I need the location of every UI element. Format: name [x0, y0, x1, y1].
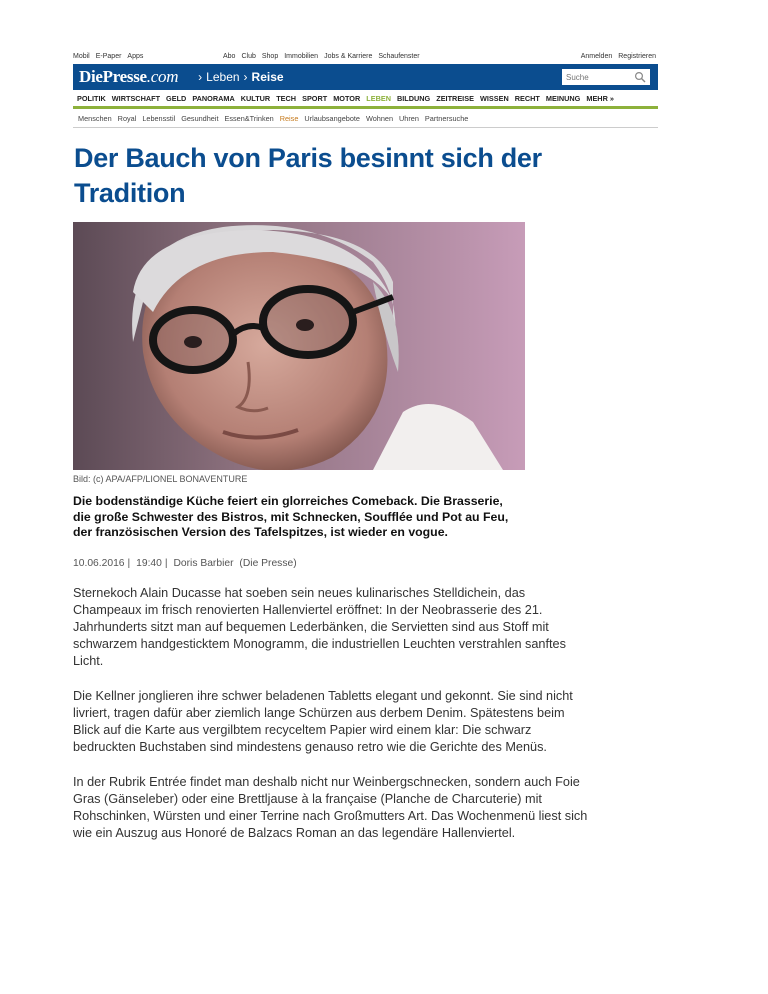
masthead	[73, 64, 658, 90]
sub-navigation	[73, 109, 658, 128]
nav-wirtschaft[interactable]: WIRTSCHAFT	[111, 93, 161, 103]
epaper-link[interactable]: E-Paper	[95, 52, 122, 60]
breadcrumb-reise[interactable]: Reise	[251, 70, 284, 84]
subnav-royal[interactable]: Royal	[117, 113, 137, 123]
utility-links-middle	[223, 53, 581, 60]
nav-motor[interactable]: MOTOR	[333, 93, 361, 103]
nav-sport[interactable]: SPORT	[302, 93, 328, 103]
shop-link[interactable]: Shop	[261, 52, 279, 60]
jobs-link[interactable]: Jobs & Karriere	[324, 52, 373, 60]
subnav-menschen[interactable]: Menschen	[78, 113, 112, 123]
nav-tech[interactable]: TECH	[276, 93, 297, 103]
nav-panorama[interactable]: PANORAMA	[192, 93, 235, 103]
nav-kultur[interactable]: KULTUR	[240, 93, 271, 103]
breadcrumb-leben[interactable]: Leben	[206, 70, 240, 84]
subnav-reise[interactable]: Reise	[279, 113, 299, 123]
main-navigation	[73, 90, 658, 109]
logo-suffix: .com	[146, 67, 179, 86]
breadcrumb-separator-icon: ›	[243, 70, 248, 84]
subnav-urlaubsangebote[interactable]: Urlaubsangebote	[304, 113, 360, 123]
photo-caption: Bild: (c) APA/AFP/LIONEL BONAVENTURE	[73, 474, 248, 484]
site-logo[interactable]	[79, 67, 178, 87]
immobilien-link[interactable]: Immobilien	[284, 52, 319, 60]
article-lead: Die bodenständige Küche feiert ein glorreiches Comeback. Die Brasserie, die große Schwester des Bistros, mit Schnecken, Soufflée und Pot au Feu, der französischen Version des Tafelspitzes, ist wieder en vogue.	[73, 494, 509, 539]
subnav-gesundheit[interactable]: Gesundheit	[181, 113, 219, 123]
subnav-uhren[interactable]: Uhren	[399, 113, 419, 123]
nav-leben[interactable]: LEBEN	[366, 93, 391, 103]
account-links	[581, 53, 658, 60]
nav-geld[interactable]: GELD	[166, 93, 187, 103]
nav-wissen[interactable]: WISSEN	[479, 93, 509, 103]
utility-bar	[73, 48, 658, 64]
search-box	[562, 69, 650, 85]
mobil-link[interactable]: Mobil	[73, 52, 90, 60]
subnav-wohnen[interactable]: Wohnen	[365, 113, 394, 123]
article-source: (Die Presse)	[239, 557, 297, 569]
search-icon[interactable]	[634, 71, 646, 83]
paragraph: Sternekoch Alain Ducasse hat soeben sein neues kulinarisches Stelldichein, das Champeaux im frisch renovierten Hallenviertel eröffnet: In der Neobrasserie des 21. Jahrhunderts sitzt man auf bequemen Lederbänken, die Servietten sind aus Stoff mit schwarzem handgesticktem Monogramm, die industriellen Leuchten verstrahlen sanftes Licht.	[73, 585, 566, 668]
nav-zeitreise[interactable]: ZEITREISE	[436, 93, 474, 103]
nav-recht[interactable]: RECHT	[514, 93, 540, 103]
article-body	[73, 585, 658, 842]
apps-link[interactable]: Apps	[127, 52, 144, 60]
search-input[interactable]	[562, 73, 632, 82]
register-link[interactable]: Registrieren	[618, 52, 656, 60]
nav-bildung[interactable]: BILDUNG	[396, 93, 431, 103]
article-title: Der Bauch von Paris besinnt sich der Tradition	[74, 143, 542, 208]
article-author[interactable]: Doris Barbier	[173, 557, 234, 569]
abo-link[interactable]: Abo	[223, 52, 236, 60]
subnav-lebensstil[interactable]: Lebensstil	[142, 113, 176, 123]
subnav-partnersuche[interactable]: Partnersuche	[424, 113, 469, 123]
login-link[interactable]: Anmelden	[580, 52, 613, 60]
nav-politik[interactable]: POLITIK	[77, 93, 106, 103]
subnav-essen-trinken[interactable]: Essen&Trinken	[224, 113, 274, 123]
nav-mehr[interactable]: MEHR »	[586, 93, 614, 103]
nav-meinung[interactable]: MEINUNG	[545, 93, 581, 103]
schaufenster-link[interactable]: Schaufenster	[378, 52, 420, 60]
article-date: 10.06.2016	[73, 557, 125, 569]
logo-text: DiePresse	[79, 67, 147, 86]
breadcrumb	[194, 70, 283, 84]
club-link[interactable]: Club	[241, 52, 256, 60]
paragraph: In der Rubrik Entrée findet man deshalb nicht nur Weinbergschnecken, sondern auch Foie Gras (Gänseleber) oder eine Brettljause à la française (Planche de Charcuterie) mit Rohschinken, Würsten und einer Terrine nach Großmutters Art. Das Wochenmenü liest sich wie ein Auszug aus Honoré de Balzacs Roman an das legendäre Hallenviertel.	[73, 774, 588, 840]
page	[73, 48, 658, 842]
article-photo	[73, 222, 525, 470]
utility-links-left	[73, 53, 223, 60]
portrait-image	[73, 222, 525, 470]
breadcrumb-separator-icon: ›	[198, 70, 203, 84]
article-time: 19:40	[136, 557, 162, 569]
paragraph: Die Kellner jonglieren ihre schwer beladenen Tabletts elegant und gekonnt. Sie sind nicht livriert, tragen dafür aber ziemlich lange Schürzen aus derbem Denim. Spätestens beim Blick auf die Karte aus vergilbtem recyceltem Papier wird einem klar: Die schwarz bedruckten Buchstaben sind mindestens genauso retro wie die Gerichte des Menüs.	[73, 688, 573, 754]
article-meta: 10.06.2016 | 19:40 | Doris Barbier (Die Presse)	[73, 557, 297, 569]
